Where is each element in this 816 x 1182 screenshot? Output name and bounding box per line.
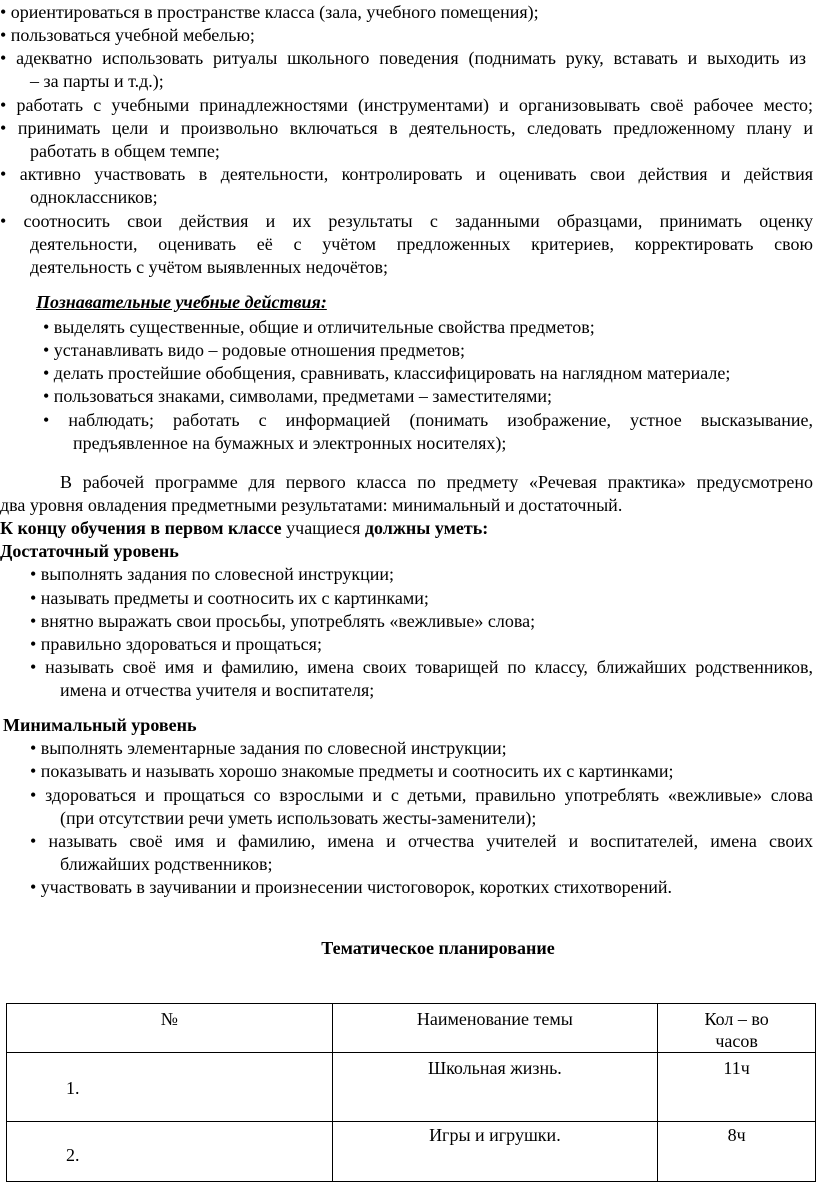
regulatory-item-cont: деятельность с учётом выявленных недочётов;: [30, 257, 389, 277]
minimal-item: • участвовать в заучивании и произнесении чистоговорок, коротких стихотворений.: [30, 877, 673, 897]
row-topic: Школьная жизнь.: [332, 1053, 658, 1122]
header-num: №: [7, 1004, 333, 1053]
regulatory-item: • адекватно использовать ритуалы школьного поведения (поднимать руку, вставать и выходить из: [0, 48, 806, 68]
row-hours: 8ч: [658, 1122, 816, 1182]
cognitive-item: • наблюдать; работать с информацией (понимать изображение, устное высказывание,: [43, 410, 813, 430]
outcome-tail: должны уметь:: [364, 518, 489, 538]
cognitive-item: • делать простейшие обобщения, сравнивать, классифицировать на наглядном материале;: [43, 363, 731, 383]
minimal-item: • показывать и называть хорошо знакомые предметы и соотносить их с картинками;: [30, 761, 674, 781]
sufficient-item: • называть предметы и соотносить их с картинками;: [30, 588, 429, 608]
intro-line: В рабочей программе для первого класса по предмету «Речевая практика» предусмотрено: [60, 472, 813, 492]
cognitive-item: • выделять существенные, общие и отличительные свойства предметов;: [43, 317, 595, 337]
cognitive-item: • устанавливать видо – родовые отношения предметов;: [43, 340, 465, 360]
planning-title: Тематическое планирование: [321, 938, 555, 958]
sufficient-item-cont: имена и отчества учителя и воспитателя;: [60, 680, 375, 700]
planning-header-row: [7, 1004, 816, 1053]
minimal-item: • здороваться и прощаться со взрослыми и с детьми, правильно употреблять «вежливые» слова: [30, 785, 813, 805]
header-hours-line2: часов: [715, 1031, 758, 1051]
sufficient-item: • называть своё имя и фамилию, имена своих товарищей по классу, ближайших родственников,: [30, 657, 813, 677]
regulatory-item: • принимать цели и произвольно включаться в деятельность, следовать предложенному плану и: [0, 118, 813, 138]
regulatory-item-cont: – за парты и т.д.);: [30, 71, 164, 91]
cognitive-item-cont: предъявленное на бумажных и электронных носителях);: [73, 433, 507, 453]
regulatory-item-cont: одноклассников;: [30, 187, 158, 207]
outcome-lead: К концу обучения в первом классе: [0, 518, 282, 538]
cognitive-heading: Познавательные учебные действия:: [36, 292, 327, 312]
sufficient-item: • внятно выражать свои просьбы, употреблять «вежливые» слова;: [30, 611, 536, 631]
sufficient-item: • выполнять задания по словесной инструкции;: [30, 564, 394, 584]
regulatory-item: • соотносить свои действия и их результаты с заданными образцами, принимать оценку: [0, 211, 813, 231]
regulatory-item: • пользоваться учебной мебелью;: [0, 25, 255, 45]
regulatory-item: • ориентироваться в пространстве класса (зала, учебного помещения);: [0, 2, 539, 22]
regulatory-item-cont: работать в общем темпе;: [30, 141, 220, 161]
regulatory-item: • работать с учебными принадлежностями (инструментами) и организовывать своё рабочее место;: [0, 95, 813, 115]
sufficient-item: • правильно здороваться и прощаться;: [30, 634, 322, 654]
minimal-item: • называть своё имя и фамилию, имена и отчества учителей и воспитателей, имена своих: [30, 831, 813, 851]
header-hours-line1: Кол – во: [704, 1009, 769, 1029]
sufficient-heading: Достаточный уровень: [0, 541, 179, 561]
outcome-subject: учащиеся: [281, 518, 365, 538]
regulatory-item: • активно участвовать в деятельности, контролировать и оценивать свои действия и действия: [0, 164, 813, 184]
table-row: [7, 1053, 816, 1122]
outcome-line: [0, 517, 488, 539]
row-num: 1.: [7, 1053, 333, 1122]
header-hours: [658, 1004, 816, 1053]
intro-line: два уровня овладения предметными результатами: минимальный и достаточный.: [0, 495, 623, 515]
cognitive-item: • пользоваться знаками, символами, предметами – заместителями;: [43, 386, 552, 406]
header-topic: Наименование темы: [332, 1004, 658, 1053]
minimal-item: • выполнять элементарные задания по словесной инструкции;: [30, 738, 507, 758]
minimal-item-cont: (при отсутствии речи уметь использовать жесты-заменители);: [60, 808, 537, 828]
row-hours: 11ч: [658, 1053, 816, 1122]
minimal-heading: Минимальный уровень: [3, 715, 197, 735]
planning-table: [6, 1003, 816, 1182]
regulatory-item-cont: деятельности, оценивать её с учётом предложенных критериев, корректировать свою: [30, 234, 813, 254]
row-topic: Игры и игрушки.: [332, 1122, 658, 1182]
minimal-item-cont: ближайших родственников;: [60, 854, 273, 874]
row-num: 2.: [7, 1122, 333, 1182]
table-row: [7, 1122, 816, 1182]
